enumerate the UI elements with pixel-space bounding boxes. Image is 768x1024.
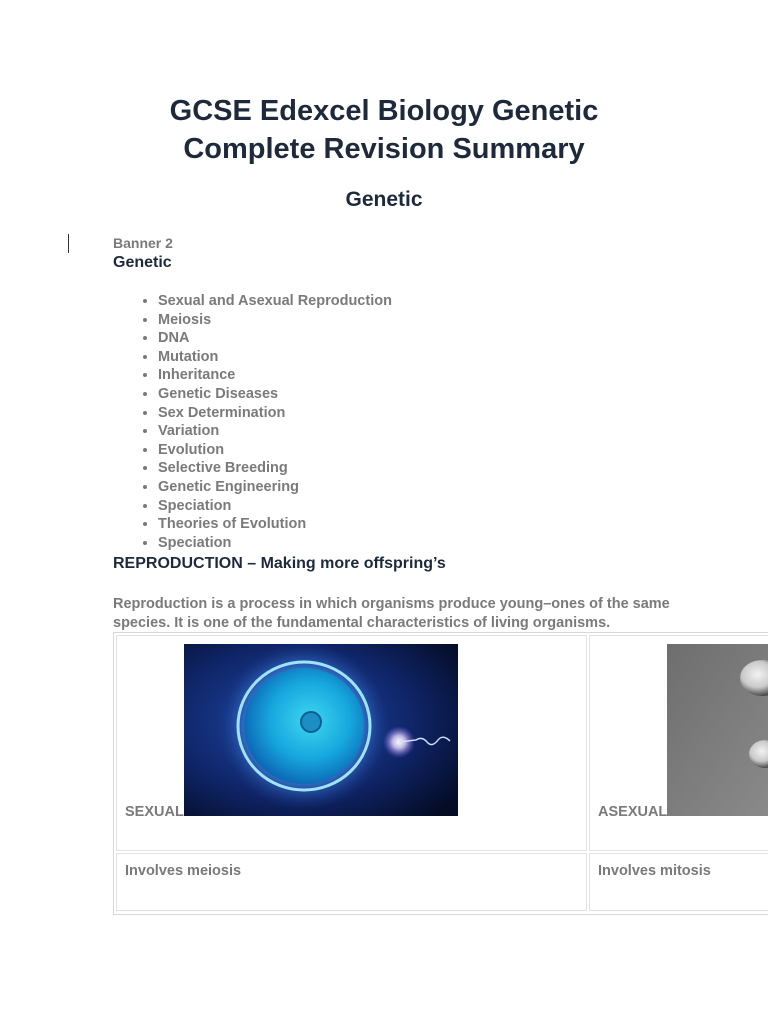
list-item: • Speciation — [158, 534, 392, 553]
list-item: • DNA — [158, 329, 392, 348]
budding-cells-image — [667, 644, 768, 816]
comparison-table — [113, 632, 768, 915]
list-item: • Sexual and Asexual Reproduction — [158, 292, 392, 311]
list-item: • Evolution — [158, 441, 392, 460]
sexual-note: Involves meiosis — [125, 863, 242, 879]
list-item: • Genetic Diseases — [158, 385, 392, 404]
list-item: • Speciation — [158, 497, 392, 516]
list-item: • Genetic Engineering — [158, 478, 392, 497]
table-cell-asexual-note — [589, 853, 768, 911]
list-item: • Sex Determination — [158, 404, 392, 423]
table-cell-sexual-image — [116, 635, 587, 851]
document-title — [0, 92, 768, 168]
table-cell-sexual-note — [116, 853, 587, 911]
table-cell-asexual-image — [589, 635, 768, 851]
asexual-note: Involves mitosis — [598, 863, 711, 879]
title-line-1: GCSE Edexcel Biology Genetic — [169, 95, 599, 127]
document-subtitle: Genetic — [345, 188, 423, 211]
reproduction-intro: Reproduction is a process in which organisms produce young–ones of the same species. It is one of the fundamental characteristics of living organisms. — [113, 596, 670, 631]
list-item: • Selective Breeding — [158, 459, 392, 478]
list-item: • Inheritance — [158, 366, 392, 385]
asexual-label: ASEXUAL — [598, 804, 668, 820]
list-item: • Variation — [158, 422, 392, 441]
reproduction-heading: REPRODUCTION – Making more offspring’s — [113, 555, 446, 572]
list-item: • Theories of Evolution — [158, 515, 392, 534]
banner-label: Banner 2 — [113, 235, 173, 251]
egg-and-sperm-image — [184, 644, 458, 816]
section-heading: Genetic — [113, 254, 172, 271]
list-item: • Meiosis — [158, 311, 392, 330]
topic-list — [113, 292, 392, 552]
text-cursor — [68, 234, 69, 253]
title-line-2: Complete Revision Summary — [183, 133, 585, 165]
list-item: • Mutation — [158, 348, 392, 367]
sexual-label: SEXUAL — [125, 804, 184, 820]
